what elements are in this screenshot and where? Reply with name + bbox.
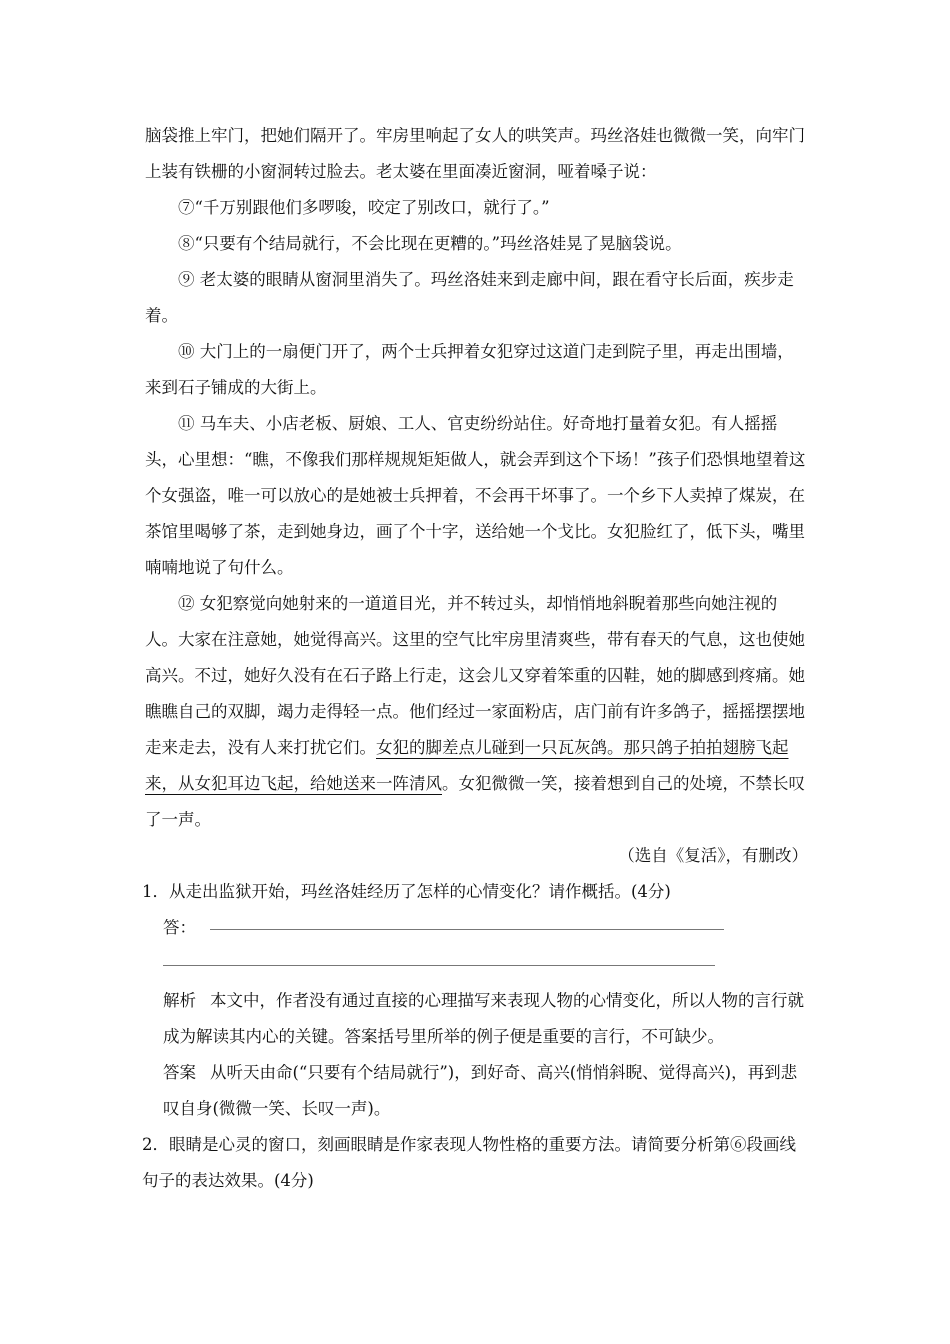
answer-line[interactable] [210,928,724,930]
answer-line-2[interactable] [163,964,715,966]
paragraph-9: ⑨ 老太婆的眼睛从窗洞里消失了。玛丝洛娃来到走廊中间，跟在看守长后面，疾步走着。 [145,270,794,325]
paragraph-8: ⑧“只要有个结局就行，不会比现在更糟的。”玛丝洛娃晃了晃脑袋说。 [178,234,682,253]
answer-area [145,910,808,946]
paragraph-continued: 脑袋推上牢门，把她们隔开了。牢房里响起了女人的哄笑声。玛丝洛娃也微微一笑，向牢门上装有铁栅的小窗洞转过脸去。老太婆在里面凑近窗洞，哑着嗓子说： [145,126,805,181]
underlined-sentence: 女犯的脚差点儿碰到一只瓦灰鸽。那只鸽子拍拍翅膀飞起来，从女犯耳边飞起，给她送来一阵清风 [145,738,789,793]
answer-key [145,1055,808,1127]
answer-label: 答： [163,918,196,937]
source-note: （选自《复活》，有删改） [618,846,808,865]
answer-key-label: 答案 [163,1063,196,1082]
paragraph-7: ⑦“千万别跟他们多啰唆，咬定了别改口，就行了。” [178,198,550,217]
analysis [145,983,808,1055]
question-2: 2．眼睛是心灵的窗口，刻画眼睛是作家表现人物性格的重要方法。请简要分析第⑥段画线句子的表达效果。(4分) [142,1135,796,1190]
answer-key-text: 从听天由命(“只要有个结局就行”)，到好奇、高兴(悄悄斜睨、觉得高兴)，再到悲叹自身(微微一笑、长叹一声)。 [163,1063,798,1118]
paragraph-10: ⑩ 大门上的一扇便门开了，两个士兵押着女犯穿过这道门走到院子里，再走出围墙，来到石子铺成的大街上。 [145,342,794,397]
question-1: 1．从走出监狱开始，玛丝洛娃经历了怎样的心情变化？请作概括。(4分) [142,882,671,901]
analysis-label: 解析 [163,991,196,1010]
paragraph-12 [145,586,808,838]
analysis-text: 本文中，作者没有通过直接的心理描写来表现人物的心情变化，所以人物的言行就成为解读其内心的关键。答案括号里所举的例子便是重要的言行，不可缺少。 [163,991,804,1046]
paragraph-12-text: ⑫ 女犯察觉向她射来的一道道目光，并不转过头，却悄悄地斜睨着那些向她注视的人。大家在注意她，她觉得高兴。这里的空气比牢房里清爽些，带有春天的气息，这也使她高兴。不过，她好久没有在石子路上行走，这会儿又穿着笨重的囚鞋，她的脚感到疼痛。她瞧瞧自己的双脚，竭力走得轻一点。他们经过一家面粉店，店门前有许多鸽子，摇摇摆摆地走来走去，没有人来打扰它们。 [145,594,805,757]
document-page [142,118,808,1199]
paragraph-11: ⑪ 马车夫、小店老板、厨娘、工人、官吏纷纷站住。好奇地打量着女犯。有人摇摇头，心里想：“瞧，不像我们那样规规矩矩做人，就会弄到这个下场！”孩子们恐惧地望着这个女强盗，唯一可以放心的是她被士兵押着，不会再干坏事了。一个乡下人卖掉了煤炭，在茶馆里喝够了茶，走到她身边，画了个十字，送给她一个戈比。女犯脸红了，低下头，嘴里喃喃地说了句什么。 [145,414,806,577]
paragraph-12-end: 。女犯微微一笑，接着想到自己的处境，不禁长叹了一声。 [145,774,805,829]
